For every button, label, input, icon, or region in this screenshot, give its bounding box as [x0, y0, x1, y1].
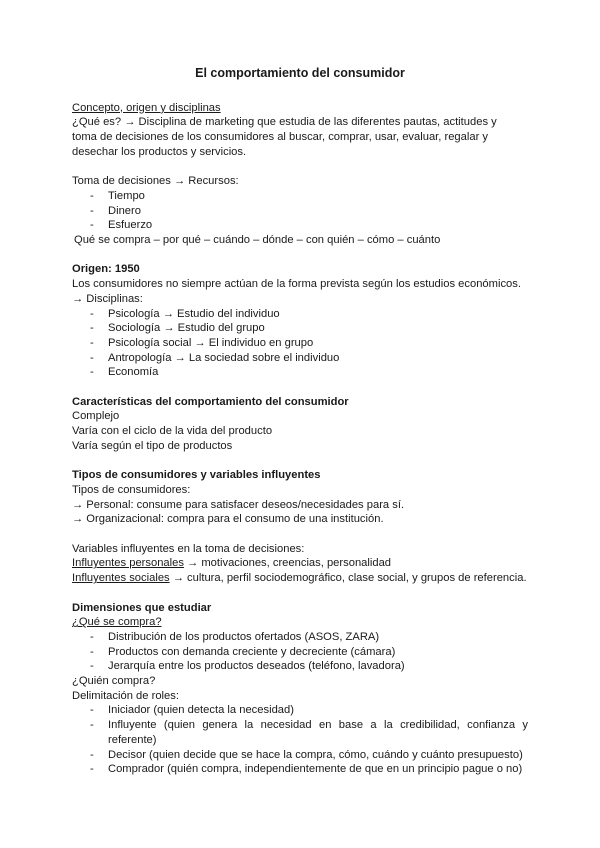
- influyentes-sociales-line: [72, 571, 528, 586]
- document-page: [72, 66, 528, 777]
- caracteristica-line: Varía con el ciclo de la vida del producto: [72, 425, 273, 438]
- roles-label: Delimitación de roles:: [72, 689, 179, 702]
- definition-line: desechar los productos y servicios.: [72, 145, 247, 158]
- list-item: - Sociología → Estudio del grupo: [72, 321, 528, 336]
- roles-list: [72, 703, 528, 777]
- toma-decisiones-label: Toma de decisiones → Recursos:: [72, 175, 239, 188]
- list-item: - Iniciador (quien detecta la necesidad): [72, 703, 528, 718]
- que-compra-heading: ¿Qué se compra?: [72, 616, 162, 629]
- influyentes-sociales-label: Influyentes sociales: [72, 572, 170, 585]
- disciplinas-list: [72, 307, 528, 381]
- caracteristica-line: Varía según el tipo de productos: [72, 439, 233, 452]
- list-item: - Dinero: [72, 204, 528, 219]
- variables-label: Variables influyentes en la toma de decisiones:: [72, 542, 305, 555]
- list-item: - Psicología → Estudio del individuo: [72, 307, 528, 322]
- recursos-list: [72, 189, 528, 233]
- dimensiones-heading: Dimensiones que estudiar: [72, 601, 212, 614]
- list-item: - Jerarquía entre los productos deseados (teléfono, lavadora): [72, 659, 528, 674]
- document-title: El comportamiento del consumidor: [195, 66, 405, 80]
- list-item: - Productos con demanda creciente y decreciente (cámara): [72, 645, 528, 660]
- concepto-heading: Concepto, origen y disciplinas: [72, 101, 221, 114]
- list-item: - Economía: [72, 365, 528, 380]
- disciplinas-label: → Disciplinas:: [72, 292, 143, 305]
- caracteristica-line: Complejo: [72, 410, 120, 423]
- caracteristicas-heading: Características del comportamiento del consumidor: [72, 395, 349, 408]
- tipo-personal: → Personal: consume para satisfacer deseos/necesidades para sí.: [72, 498, 405, 511]
- que-compra-list: [72, 630, 528, 674]
- preguntas-line: Qué se compra – por qué – cuándo – dónde – con quién – cómo – cuánto: [74, 234, 441, 247]
- influyentes-personales-text: → motivaciones, creencias, personalidad: [183, 557, 392, 570]
- origen-heading: Origen: 1950: [72, 263, 140, 276]
- list-item: - Antropología → La sociedad sobre el individuo: [72, 351, 528, 366]
- list-item: - Esfuerzo: [72, 218, 528, 233]
- tipos-label: Tipos de consumidores:: [72, 483, 191, 496]
- tipos-heading: Tipos de consumidores y variables influyentes: [72, 469, 321, 482]
- origen-line: Los consumidores no siempre actúan de la forma prevista según los estudios económicos.: [72, 278, 521, 291]
- list-item: - Comprador (quién compra, independientemente de que en un principio pague o no): [72, 762, 528, 777]
- influyentes-sociales-text: → cultura, perfil sociodemográfico, clase social, y grupos de referencia.: [169, 572, 527, 585]
- list-item: - Psicología social → El individuo en grupo: [72, 336, 528, 351]
- list-item: - Decisor (quien decide que se hace la compra, cómo, cuándo y cuánto presupuesto): [72, 748, 528, 763]
- list-item: - Influyente (quien genera la necesidad en base a la credibilidad, confianza y referente): [72, 718, 528, 747]
- definition-line: toma de decisiones de los consumidores al buscar, comprar, usar, evaluar, regalar y: [72, 131, 489, 144]
- list-item: - Distribución de los productos ofertados (ASOS, ZARA): [72, 630, 528, 645]
- influyentes-personales-line: [72, 556, 528, 571]
- definition-line: ¿Qué es? → Disciplina de marketing que estudia de las diferentes pautas, actitudes y: [72, 116, 497, 129]
- quien-compra-heading: ¿Quién compra?: [72, 675, 156, 688]
- influyentes-personales-label: Influyentes personales: [72, 557, 184, 570]
- tipo-organizacional: → Organizacional: compra para el consumo de una institución.: [72, 513, 384, 526]
- list-item: - Tiempo: [72, 189, 528, 204]
